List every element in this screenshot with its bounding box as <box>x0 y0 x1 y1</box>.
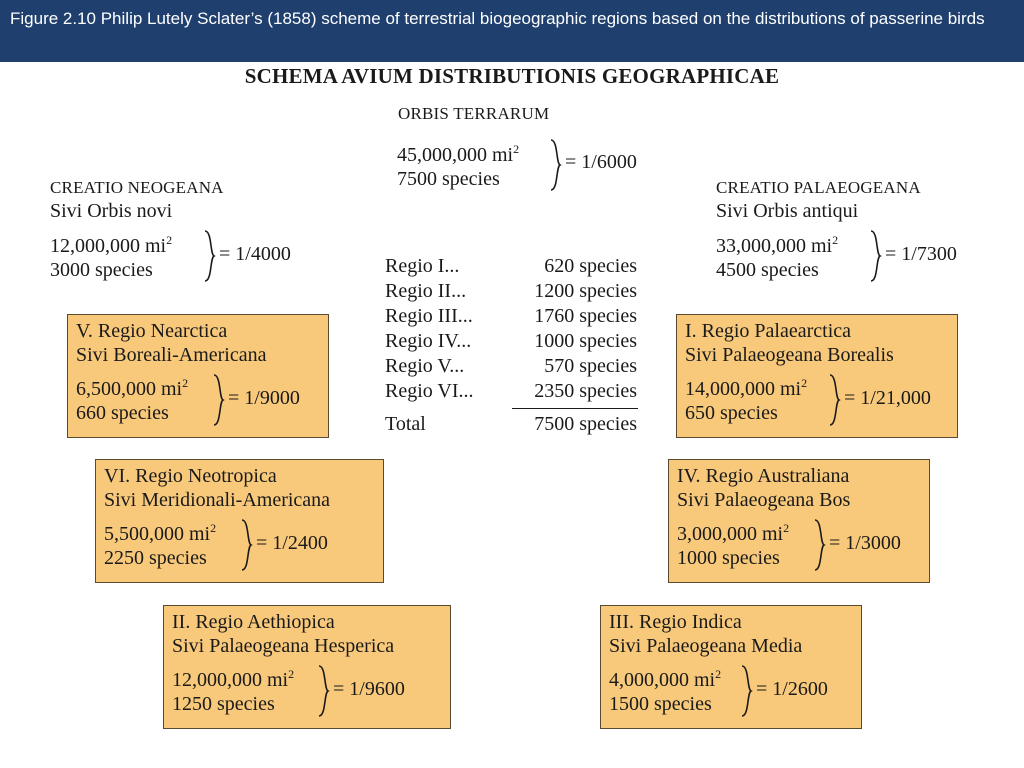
region-box-neotropica <box>95 459 384 583</box>
region-box-area: 3,000,000 mi <box>677 523 784 545</box>
neogeana-stats <box>50 234 172 282</box>
region-box-stats <box>609 668 721 716</box>
region-count: 620 species <box>544 255 637 277</box>
region-box-ratio: = 1/9000 <box>228 387 300 409</box>
region-box-subtitle: Sivi Palaeogeana Media <box>609 635 803 657</box>
region-row <box>385 255 637 280</box>
region-box-subtitle: Sivi Boreali-Americana <box>76 344 267 366</box>
region-box-subtitle: Sivi Meridionali-Americana <box>104 489 331 511</box>
region-box-australiana <box>668 459 930 583</box>
region-box-area-unit: 2 <box>783 521 790 535</box>
figure-caption-bar <box>0 0 1024 62</box>
region-box-ratio: = 1/3000 <box>829 532 901 554</box>
region-box-ratio: = 1/21,000 <box>844 387 931 409</box>
region-box-name: V. Regio Nearctica <box>76 320 228 342</box>
region-box-name: IV. Regio Australiana <box>677 465 850 487</box>
region-name: Regio I... <box>385 255 460 277</box>
region-box-name: III. Regio Indica <box>609 611 742 633</box>
region-row <box>385 280 637 305</box>
neogeana-ratio: = 1/4000 <box>219 243 291 265</box>
region-box-brace <box>211 373 225 427</box>
region-box-species: 650 species <box>685 402 778 424</box>
neogeana-species: 3000 species <box>50 259 153 281</box>
figure-caption: Figure 2.10 Philip Lutely Sclater’s (1858) scheme of terrestrial biogeographic regions based on the distributions of passerine birds <box>10 9 985 28</box>
region-box-area-unit: 2 <box>801 376 808 390</box>
region-box-ratio: = 1/2600 <box>756 678 828 700</box>
region-box-subtitle: Sivi Palaeogeana Borealis <box>685 344 894 366</box>
region-name: Regio V... <box>385 355 465 377</box>
region-box-brace <box>827 373 841 427</box>
palaeogeana-ratio: = 1/7300 <box>885 243 957 265</box>
region-name: Regio IV... <box>385 330 472 352</box>
orbis-area: 45,000,000 mi <box>397 144 514 166</box>
orbis-stats <box>397 143 519 191</box>
region-box-ratio: = 1/9600 <box>333 678 405 700</box>
orbis-area-unit: 2 <box>513 142 520 156</box>
palaeogeana-subtitle: Sivi Orbis antiqui <box>716 200 859 222</box>
region-box-area: 4,000,000 mi <box>609 669 716 691</box>
region-box-name: VI. Regio Neotropica <box>104 465 277 487</box>
region-count: 1760 species <box>534 305 637 327</box>
orbis-brace <box>548 138 562 192</box>
region-box-area: 6,500,000 mi <box>76 378 183 400</box>
region-row <box>385 355 637 380</box>
region-box-aethiopica <box>163 605 451 729</box>
region-box-area-unit: 2 <box>288 667 295 681</box>
region-count: 1200 species <box>534 280 637 302</box>
region-box-area: 12,000,000 mi <box>172 669 289 691</box>
region-box-subtitle: Sivi Palaeogeana Bos <box>677 489 851 511</box>
region-box-stats <box>104 522 216 570</box>
neogeana-area-unit: 2 <box>166 233 173 247</box>
neogeana-area: 12,000,000 mi <box>50 235 167 257</box>
palaeogeana-title: CREATIO PALAEOGEANA <box>716 178 921 197</box>
region-box-brace <box>316 664 330 718</box>
neogeana-subtitle: Sivi Orbis novi <box>50 200 173 222</box>
neogeana-brace <box>202 229 216 283</box>
region-box-area-unit: 2 <box>182 376 189 390</box>
region-box-brace <box>239 518 253 572</box>
region-box-species: 1000 species <box>677 547 780 569</box>
region-row <box>385 380 637 405</box>
region-row <box>385 330 637 355</box>
region-box-species: 660 species <box>76 402 169 424</box>
region-box-stats <box>76 377 188 425</box>
palaeogeana-species: 4500 species <box>716 259 819 281</box>
orbis-species: 7500 species <box>397 168 500 190</box>
palaeogeana-area: 33,000,000 mi <box>716 235 833 257</box>
region-box-stats <box>172 668 294 716</box>
region-name: Regio VI... <box>385 380 474 402</box>
region-box-area-unit: 2 <box>210 521 217 535</box>
region-name: Regio II... <box>385 280 467 302</box>
neogeana-title: CREATIO NEOGEANA <box>50 178 224 197</box>
total-divider <box>512 408 638 409</box>
region-box-brace <box>812 518 826 572</box>
region-box-area: 5,500,000 mi <box>104 523 211 545</box>
orbis-title: ORBIS TERRARUM <box>398 104 550 123</box>
region-box-palaearctica <box>676 314 958 438</box>
region-name: Regio III... <box>385 305 473 327</box>
region-count: 1000 species <box>534 330 637 352</box>
region-row <box>385 305 637 330</box>
diagram-title: SCHEMA AVIUM DISTRIBUTIONIS GEOGRAPHICAE <box>244 64 780 88</box>
palaeogeana-stats <box>716 234 838 282</box>
region-box-area-unit: 2 <box>715 667 722 681</box>
region-box-species: 1250 species <box>172 693 275 715</box>
total-row <box>385 413 637 438</box>
region-box-indica <box>600 605 862 729</box>
region-box-stats <box>677 522 789 570</box>
region-box-stats <box>685 377 807 425</box>
region-box-species: 1500 species <box>609 693 712 715</box>
total-label: Total <box>385 413 426 435</box>
region-box-name: II. Regio Aethiopica <box>172 611 335 633</box>
region-count: 2350 species <box>534 380 637 402</box>
palaeogeana-brace <box>868 229 882 283</box>
region-box-subtitle: Sivi Palaeogeana Hesperica <box>172 635 395 657</box>
region-box-name: I. Regio Palaearctica <box>685 320 852 342</box>
orbis-ratio: = 1/6000 <box>565 151 637 173</box>
region-count: 570 species <box>544 355 637 377</box>
region-box-area: 14,000,000 mi <box>685 378 802 400</box>
region-box-brace <box>739 664 753 718</box>
total-count: 7500 species <box>534 413 637 435</box>
region-box-ratio: = 1/2400 <box>256 532 328 554</box>
region-box-species: 2250 species <box>104 547 207 569</box>
palaeogeana-area-unit: 2 <box>832 233 839 247</box>
region-box-nearctica <box>67 314 329 438</box>
